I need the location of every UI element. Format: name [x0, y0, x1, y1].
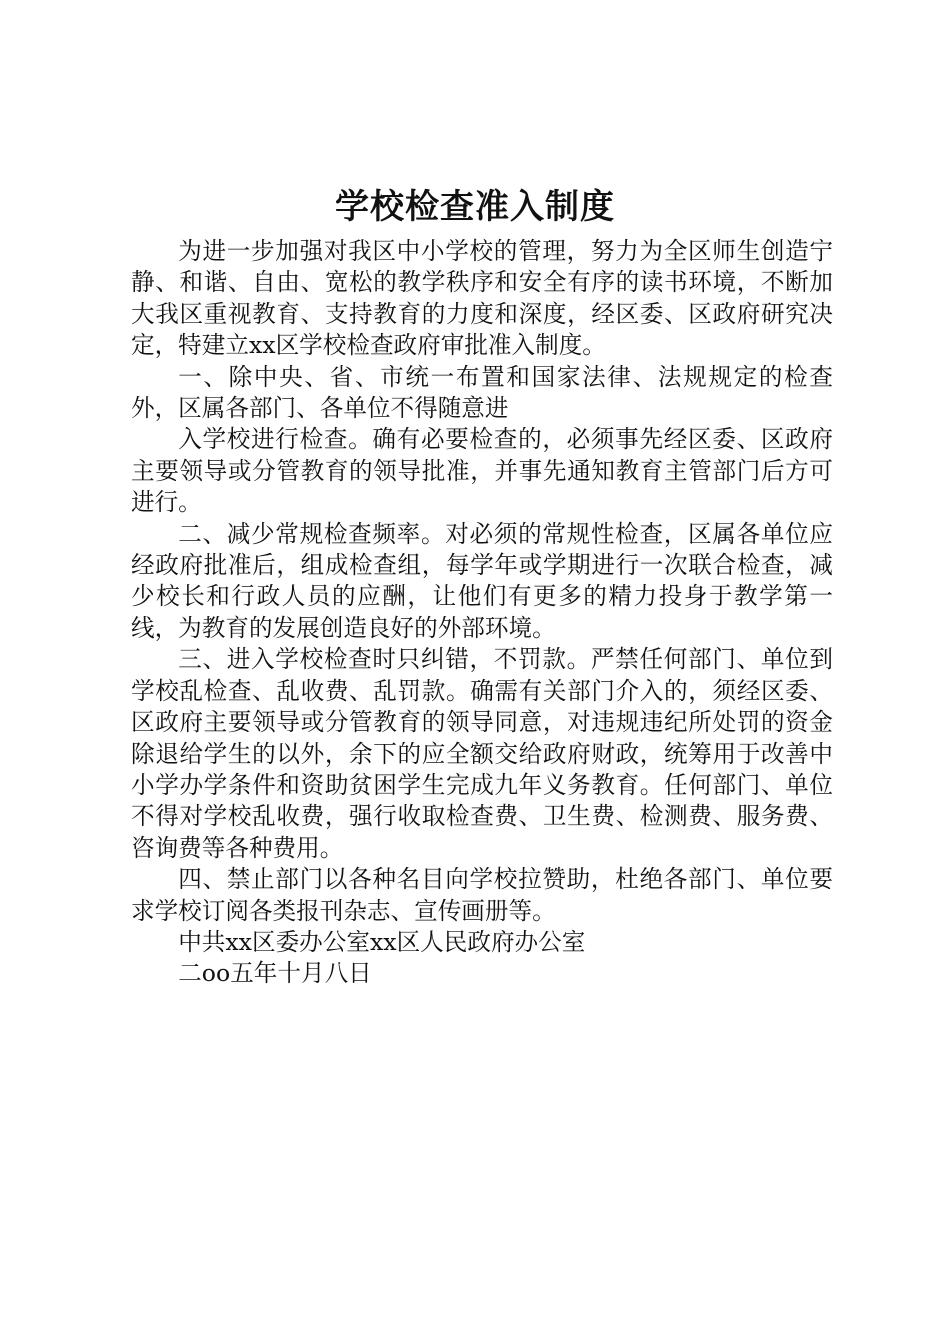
paragraph-item-1: 一、除中央、省、市统一布置和国家法律、法规规定的检查外，区属各部门、各单位不得随意进 [131, 362, 833, 423]
paragraph-item-1-continued: 入学校进行检查。确有必要检查的，必须事先经区委、区政府主要领导或分管教育的领导批准，并事先通知教育主管部门后方可进行。 [131, 425, 833, 517]
paragraph-item-2: 二、减少常规检查频率。对必须的常规性检查，区属各单位应经政府批准后，组成检查组，每学年或学期进行一次联合检查，减少校长和行政人员的应酬，让他们有更多的精力投身于教学第一线，为教育的发展创造良好的外部环境。 [131, 519, 833, 642]
document-body [131, 236, 833, 990]
paragraph-item-3: 三、进入学校检查时只纠错，不罚款。严禁任何部门、单位到学校乱检查、乱收费、乱罚款。确需有关部门介入的，须经区委、区政府主要领导或分管教育的领导同意，对违规违纪所处罚的资金除退给学生的以外，余下的应全额交给政府财政，统筹用于改善中小学办学条件和资助贫困学生完成九年义务教育。任何部门、单位不得对学校乱收费，强行收取检查费、卫生费、检测费、服务费、咨询费等各种费用。 [131, 645, 833, 862]
date-line: 二oo五年十月八日 [178, 959, 372, 988]
paragraph-item-4: 四、禁止部门以各种名目向学校拉赞助，杜绝各部门、单位要求学校订阅各类报刊杂志、宣传画册等。 [131, 865, 833, 925]
document-title: 学校检查准入制度 [335, 187, 615, 227]
signature-line: 中共xx区委办公室xx区人民政府办公室 [178, 927, 586, 956]
paragraph-intro: 为进一步加强对我区中小学校的管理，努力为全区师生创造宁静、和谐、自由、宽松的教学秩序和安全有序的读书环境，不断加大我区重视教育、支持教育的力度和深度，经区委、区政府研究决定，特建立xx区学校检查政府审批准入制度。 [131, 237, 833, 360]
